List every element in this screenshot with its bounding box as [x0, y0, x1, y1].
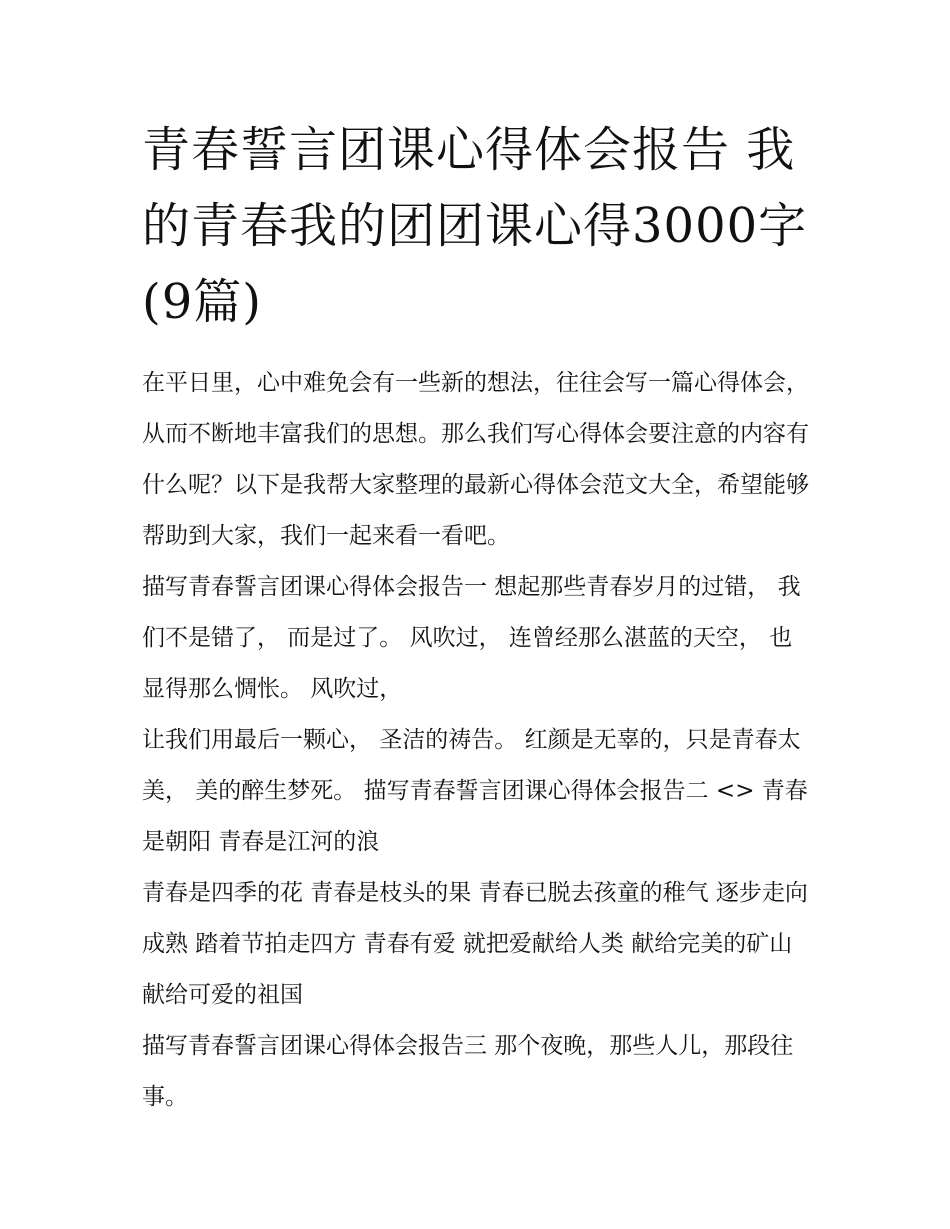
report-three-paragraph: 描写青春誓言团课心得体会报告三 那个夜晚，那些人儿，那段往事。	[142, 1033, 794, 1110]
document-body	[142, 112, 814, 1123]
report-one-paragraph: 描写青春誓言团课心得体会报告一 想起那些青春岁月的过错， 我们不是错了， 而是过了。 风吹过， 连曾经那么湛蓝的天空， 也显得那么惆怅。 风吹过，	[142, 574, 801, 702]
report-two-paragraph: 让我们用最后一颗心， 圣洁的祷告。 红颜是无辜的，只是青春太美， 美的醉生梦死。 描写青春誓言团课心得体会报告二 <> 青春是朝阳 青春是江河的浪	[142, 727, 808, 855]
poem-paragraph: 青春是四季的花 青春是枝头的果 青春已脱去孩童的稚气 逐步走向成熟 踏着节拍走四方 青春有爱 就把爱献给人类 献给完美的矿山 献给可爱的祖国	[142, 880, 808, 1008]
document-title: 青春誓言团课心得体会报告 我的青春我的团团课心得3000字(9篇)	[142, 122, 808, 330]
intro-paragraph: 在平日里，心中难免会有一些新的想法，往往会写一篇心得体会，从而不断地丰富我们的思想。那么我们写心得体会要注意的内容有什么呢？以下是我帮大家整理的最新心得体会范文大全，希望能够帮助到大家，我们一起来看一看吧。	[142, 370, 809, 549]
